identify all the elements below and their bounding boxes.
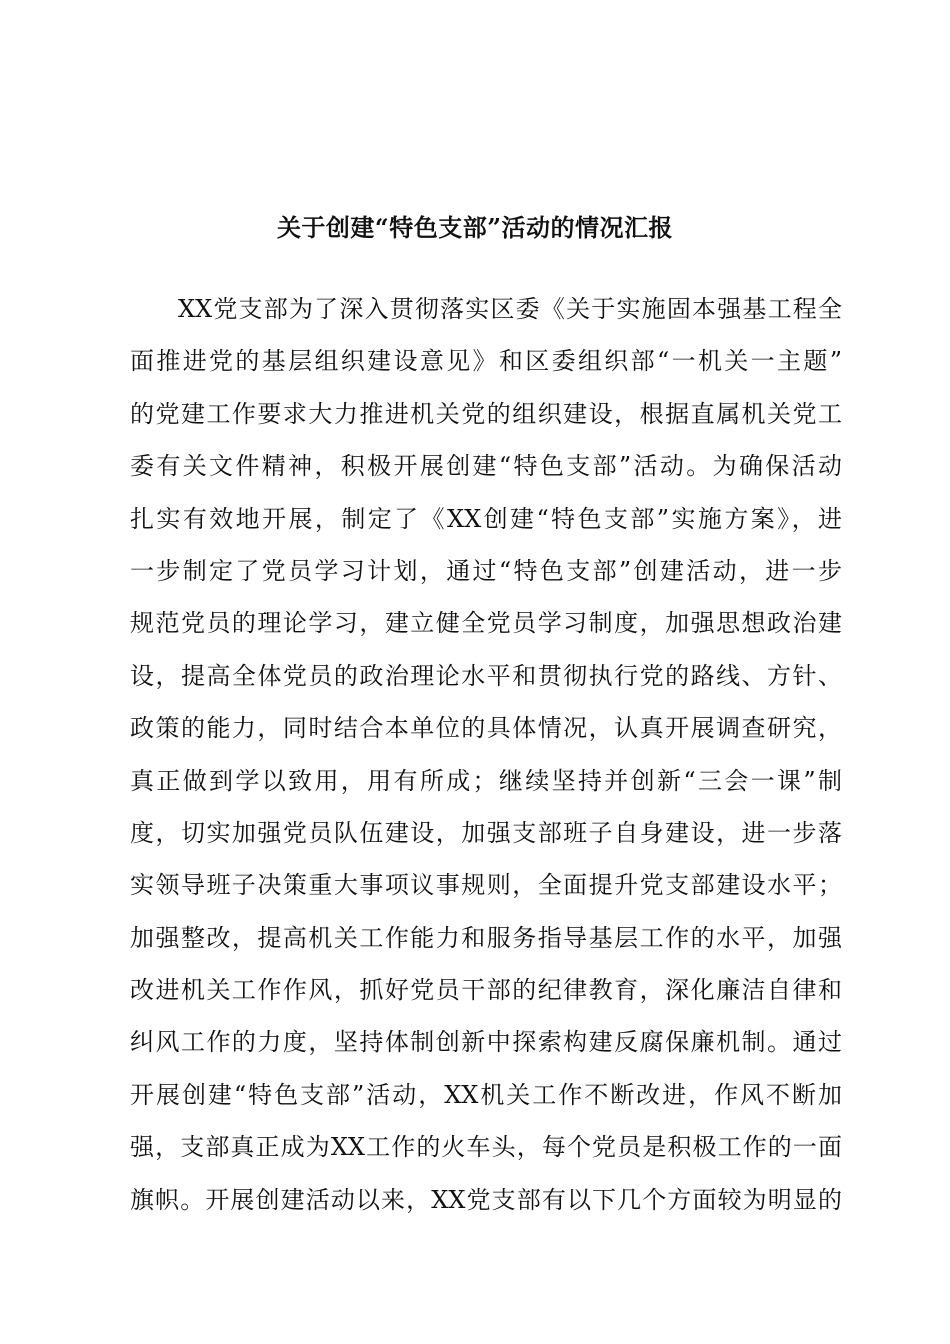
paragraph-line: 的党建工作要求大力推进机关党的组织建设，根据直属机关党工 [130,399,842,428]
paragraph-line: 委有关文件精神，积极开展创建“特色支部”活动。为确保活动 [130,452,842,481]
paragraph-line: 政策的能力，同时结合本单位的具体情况，认真开展调查研究， [130,714,842,743]
paragraph-line: XX党支部为了深入贯彻落实区委《关于实施固本强基工程全 [178,295,842,323]
paragraph-line: 开展创建“特色支部”活动，XX机关工作不断改进，作风不断加 [130,1080,842,1109]
document-title: 关于创建“特色支部”活动的情况汇报 [276,213,674,242]
paragraph-line: 强，支部真正成为XX工作的火车头，每个党员是积极工作的一面 [130,1133,842,1162]
document-body [130,283,842,1226]
paragraph-line: 一步制定了党员学习计划，通过“特色支部”创建活动，进一步 [130,556,842,585]
paragraph-line: 度，切实加强党员队伍建设，加强支部班子自身建设，进一步落 [130,818,842,847]
paragraph-line: 规范党员的理论学习，建立健全党员学习制度，加强思想政治建 [130,609,842,638]
paragraph-line: 真正做到学以致用，用有所成；继续坚持并创新“三会一课”制 [130,766,842,795]
paragraph-line: 设，提高全体党员的政治理论水平和贯彻执行党的路线、方针、 [130,661,842,690]
paragraph-line: 改进机关工作作风，抓好党员干部的纪律教育，深化廉洁自律和 [130,976,842,1005]
paragraph-line: 面推进党的基层组织建设意见》和区委组织部“一机关一主题” [130,347,842,376]
paragraph-line: 加强整改，提高机关工作能力和服务指导基层工作的水平，加强 [130,923,842,952]
paragraph-line: 纠风工作的力度，坚持体制创新中探索构建反腐保廉机制。通过 [130,1028,842,1057]
paragraph-line: 旗帜。开展创建活动以来，XX党支部有以下几个方面较为明显的 [130,1185,842,1214]
paragraph-line: 实领导班子决策重大事项议事规则，全面提升党支部建设水平； [130,871,842,900]
paragraph-line: 扎实有效地开展，制定了《XX创建“特色支部”实施方案》，进 [130,504,842,533]
